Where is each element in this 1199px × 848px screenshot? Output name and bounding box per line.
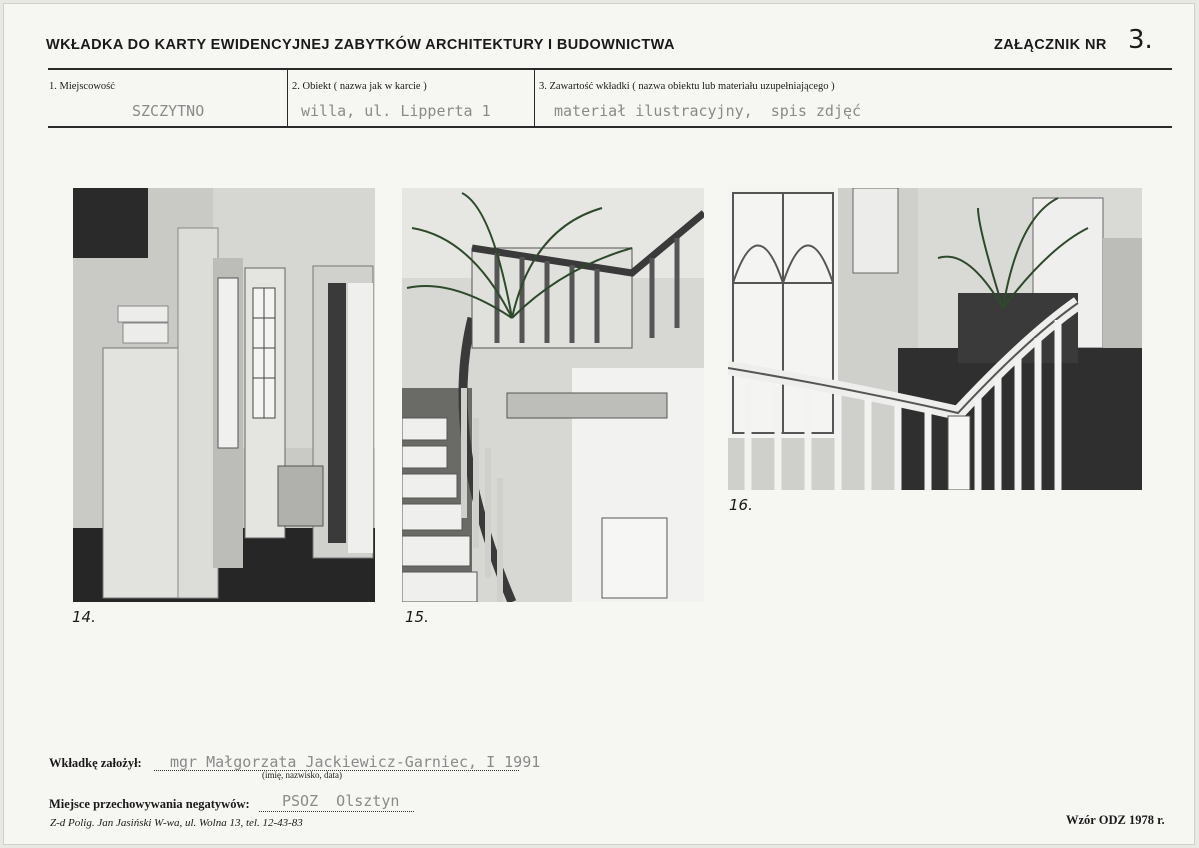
contents-value: materiał ilustracyjny, spis zdjęć (554, 102, 862, 120)
table-bottom-rule (48, 126, 1172, 128)
table-top-rule (48, 68, 1172, 70)
annex-number: 3. (1128, 25, 1153, 55)
document-title: WKŁADKA DO KARTY EWIDENCYJNEJ ZABYTKÓW ARCHITEKTURY I BUDOWNICTWA (46, 37, 675, 53)
hallway-doors-photo (73, 188, 375, 602)
template-version: Wzór ODZ 1978 r. (1066, 813, 1165, 827)
negatives-dotted-line (259, 811, 414, 812)
negatives-label: Miejsce przechowywania negatywów: (49, 797, 250, 811)
created-by-label: Wkładkę założył: (49, 756, 142, 770)
photo-number-14: 14. (72, 608, 96, 626)
photo-number-16: 16. (729, 496, 753, 514)
photo-number-15: 15. (405, 608, 429, 626)
column-divider-1 (287, 70, 288, 126)
created-by-hint: (imię, nazwisko, data) (262, 770, 342, 780)
locality-value: SZCZYTNO (132, 102, 205, 120)
created-by-value: mgr Małgorzata Jackiewicz-Garniec, I 1991 (170, 753, 541, 771)
object-value: willa, ul. Lipperta 1 (301, 102, 491, 120)
column-divider-2 (534, 70, 535, 126)
document-sheet (3, 3, 1195, 845)
annex-label: ZAŁĄCZNIK NR (994, 37, 1107, 53)
negatives-value: PSOZ Olsztyn (282, 792, 400, 810)
locality-label: 1. Miejscowość (49, 81, 115, 92)
printer-imprint: Z-d Polig. Jan Jasiński W-wa, ul. Wolna 13, tel. 12-43-83 (50, 817, 303, 829)
landing-balustrade-photo (728, 188, 1142, 490)
contents-label: 3. Zawartość wkładki ( nazwa obiektu lub materiału uzupełniającego ) (539, 81, 835, 92)
staircase-photo (402, 188, 704, 602)
object-label: 2. Obiekt ( nazwa jak w karcie ) (292, 81, 427, 92)
